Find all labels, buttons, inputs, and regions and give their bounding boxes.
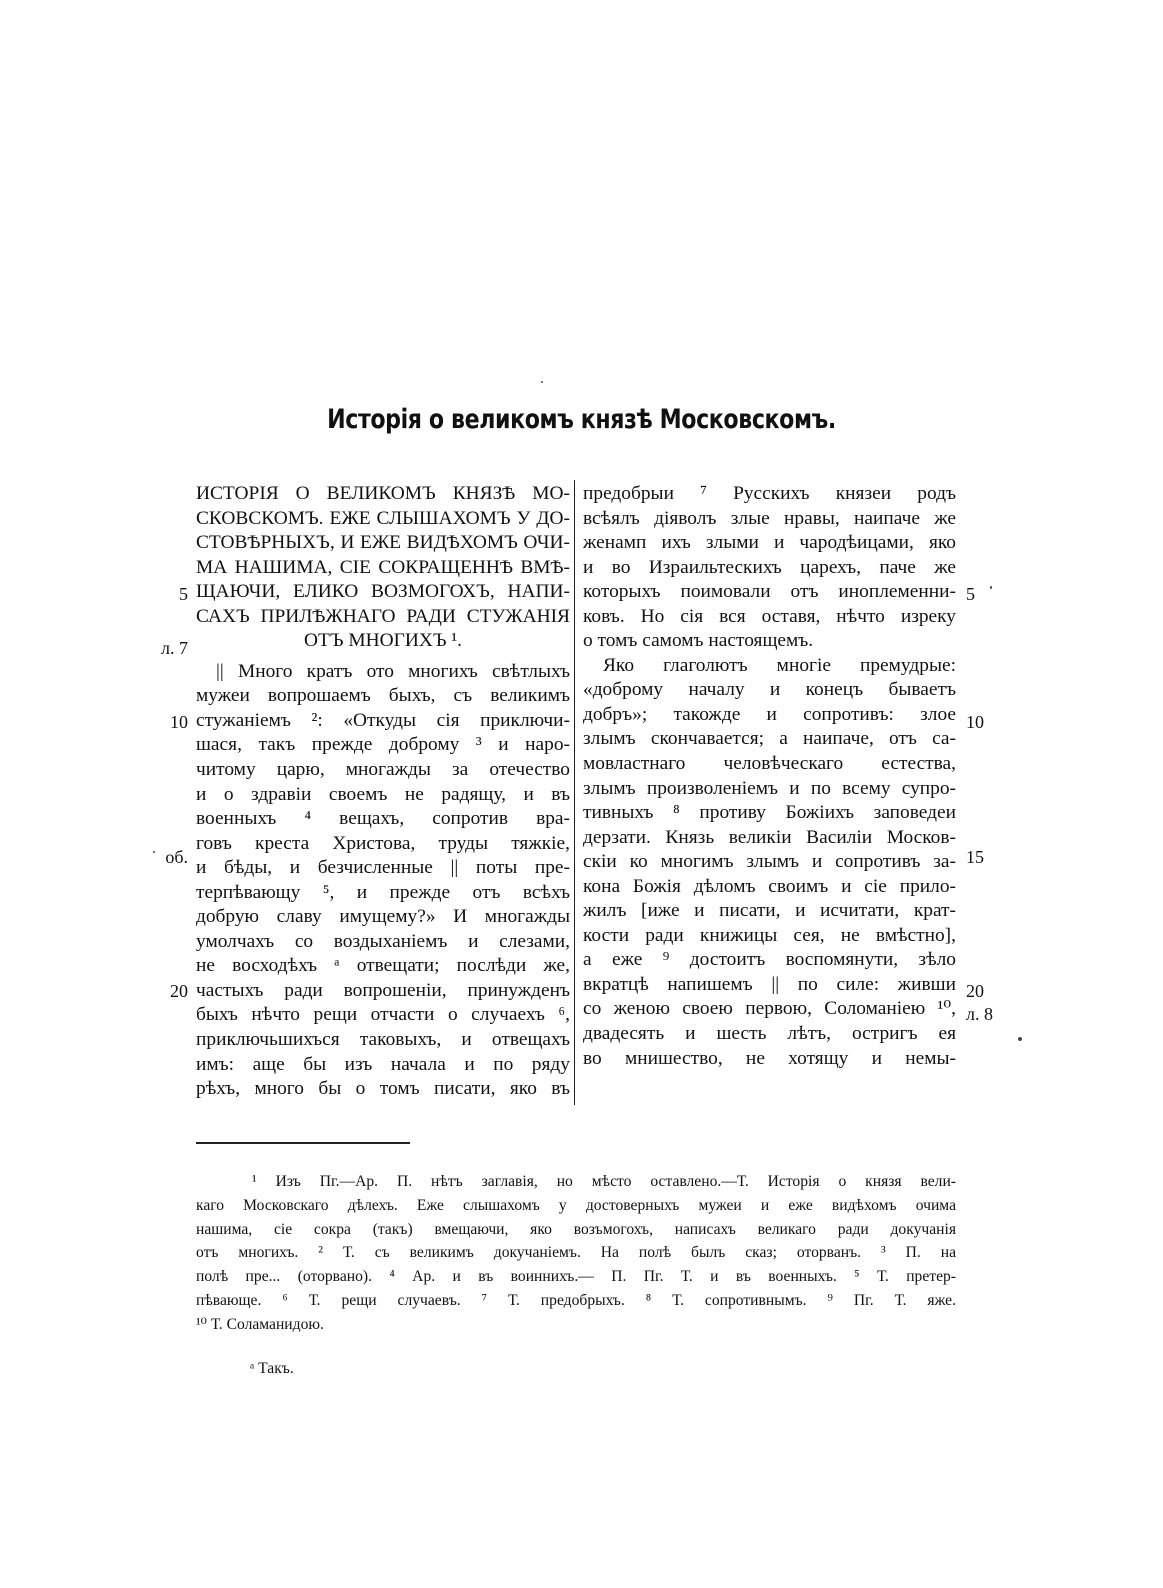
line-number: 5 <box>966 584 975 604</box>
text-line: СКОВСКОМЪ. ЕЖЕ СЛЫШАХОМЪ У ДО- <box>196 507 570 529</box>
line-number: 10 <box>966 712 984 732</box>
scan-speck <box>1018 1037 1022 1041</box>
line-number: 15 <box>966 847 984 867</box>
text-line: приключьшихъся таковыхъ, и отвещахъ <box>196 1029 570 1051</box>
text-line: «доброму началу и конецъ бываетъ <box>583 679 956 701</box>
text-line: говъ креста Христова, труды тяжкіе, <box>196 832 570 854</box>
text-line: ИСТОРІЯ О ВЕЛИКОМЪ КНЯЗѢ МО- <box>196 483 570 504</box>
text-line: рѣхъ, много бы о томъ писати, яко въ <box>196 1078 570 1100</box>
text-line: кона Божія дѣломъ своимъ и сіе прило- <box>583 875 956 897</box>
text-line: СТОВѢРНЫХЪ, И ЕЖЕ ВИДѢХОМЪ ОЧИ- <box>196 532 570 554</box>
footnote-line: отъ многихъ. ² Т. съ великимъ докучаніемъ. На полѣ былъ сказ; оторванъ. ³ П. на <box>196 1244 956 1262</box>
text-line: Яко глаголютъ многіе премудрые: <box>603 654 956 676</box>
footnote-line: ¹⁰ Т. Соламанидою. <box>196 1315 324 1333</box>
footnote-line: полѣ пре... (оторвано). ⁴ Ар. и въ воиннихъ.— П. Пг. Т. и въ военныхъ. ⁵ Т. претер- <box>196 1268 956 1286</box>
text-line: стужаніемъ ²: «Откуды сія приключи- <box>196 709 570 731</box>
text-line: о томъ самомъ настоящемъ. <box>583 630 814 652</box>
text-line: читому царю, многажды за отечество <box>196 759 570 781</box>
scan-speck <box>153 851 155 853</box>
folio-marker: л. 7 <box>161 638 188 658</box>
text-line: дерзати. Князь великіи Василіи Москов- <box>583 826 956 848</box>
text-line: злымъ скончавается; а наипаче, отъ са- <box>583 728 956 750</box>
line-number: 10 <box>170 712 188 732</box>
text-line: мужеи вопрошаемъ быхъ, съ великимъ <box>196 685 570 707</box>
left-column <box>196 482 570 1102</box>
page-title: Исторія о великомъ князѣ Московскомъ. <box>327 404 836 435</box>
text-line: умолчахъ со воздыханіемъ и слезами, <box>196 930 570 952</box>
text-line: во мнишество, не хотящу и немы- <box>583 1047 956 1069</box>
footnote-line: нашима, сіе сокра (такъ) вмещаючи, яко возъмогохъ, написахъ великаго ради докучанія <box>196 1220 956 1238</box>
scan-speck <box>541 381 543 383</box>
folio-marker: об. <box>165 847 188 867</box>
text-line: || Много кратъ ото многихъ свѣтлыхъ <box>216 660 570 682</box>
text-line: имъ: аще бы изъ начала и по ряду <box>196 1053 570 1075</box>
text-line: тивныхъ ⁸ противу Божіихъ заповедеи <box>583 802 956 824</box>
right-column <box>583 482 956 1071</box>
footnote-line: каго Московскаго дѣлехъ. Еже слышахомъ у достоверныхъ мужеи и еже видѣхомъ очима <box>196 1196 956 1214</box>
text-line: и о здравіи своемъ не радящу, и въ <box>196 783 570 805</box>
text-line: ЩАЮЧИ, ЕЛИКО ВОЗМОГОХЪ, НАПИ- <box>196 581 570 603</box>
line-number: 20 <box>170 981 188 1001</box>
scan-speck <box>990 586 992 589</box>
text-line: шася, такъ прежде доброму ³ и наро- <box>196 734 570 756</box>
line-number: 5 <box>179 584 188 604</box>
line-number: 20 <box>966 981 984 1001</box>
text-line: со женою своею первою, Соломаніею ¹⁰, <box>583 998 956 1020</box>
text-line: МА НАШИМА, СІЕ СОКРАЩЕННѢ ВМѢ- <box>196 556 570 578</box>
letter-note: ᵃ Такъ. <box>250 1360 294 1377</box>
text-line: всѣялъ діяволъ злые нравы, наипаче же <box>583 507 956 529</box>
text-line: добрую славу имущему?» И многажды <box>196 906 570 928</box>
footnotes <box>196 1170 956 1337</box>
folio-marker: л. 8 <box>966 1004 993 1024</box>
text-line: частыхъ ради вопрошеніи, принужденъ <box>196 979 570 1001</box>
text-line: злымъ произволеніемъ и по всему супро- <box>583 777 956 799</box>
text-line: ОТЪ МНОГИХЪ ¹. <box>303 630 463 652</box>
text-line: ковъ. Но сія вся оставя, нѣчто изреку <box>583 605 956 627</box>
text-line: двадесять и шесть лѣтъ, остригъ ея <box>583 1023 956 1045</box>
text-line: вкратцѣ напишемъ || по силе: живши <box>583 973 956 995</box>
text-line: терпѣвающу ⁵, и прежде отъ всѣхъ <box>196 881 570 903</box>
text-line: скіи ко многимъ злымъ и сопротивъ за- <box>583 851 956 873</box>
column-divider <box>574 480 575 1105</box>
text-line: а еже ⁹ достоитъ воспомянути, зѣло <box>583 949 956 971</box>
text-line: женамп ихъ злыми и чародѣицами, яко <box>583 532 956 554</box>
text-line: САХЪ ПРИЛѢЖНАГО РАДИ СТУЖАНІЯ <box>196 605 570 627</box>
text-line: жилъ [иже и писати, и исчитати, крат- <box>583 900 956 922</box>
text-line: и бѣды, и безчисленные || поты пре- <box>196 857 570 879</box>
footnote-line: ¹ Изъ Пг.—Ар. П. нѣтъ заглавія, но мѣсто оставлено.—Т. Исторія о князя вели- <box>252 1173 956 1190</box>
footnote-rule <box>196 1142 410 1144</box>
text-line: и во Израильтескихъ царехъ, паче же <box>583 556 956 578</box>
text-line: добръ»; такожде и сопротивъ: злое <box>583 703 956 725</box>
text-line: предобрыи ⁷ Русскихъ князеи родъ <box>583 483 956 504</box>
text-line: военныхъ ⁴ вещахъ, сопротив вра- <box>196 808 570 830</box>
text-line: которыхъ поимовали отъ иноплеменни- <box>583 581 956 603</box>
text-line: мовластнаго человѣческаго естества, <box>583 753 956 775</box>
text-line: быхъ нѣчто рещи отчасти о случаехъ ⁶, <box>196 1004 570 1026</box>
footnote-line: пѣвающе. ⁶ Т. рещи случаевъ. ⁷ Т. предобрыхъ. ⁸ Т. сопротивнымъ. ⁹ Пг. Т. яже. <box>196 1291 956 1309</box>
text-line: кости ради книжицы сея, не вмѣстно], <box>583 924 956 946</box>
text-line: не восходѣхъ ᵃ отвещати; послѣди же, <box>196 955 570 977</box>
